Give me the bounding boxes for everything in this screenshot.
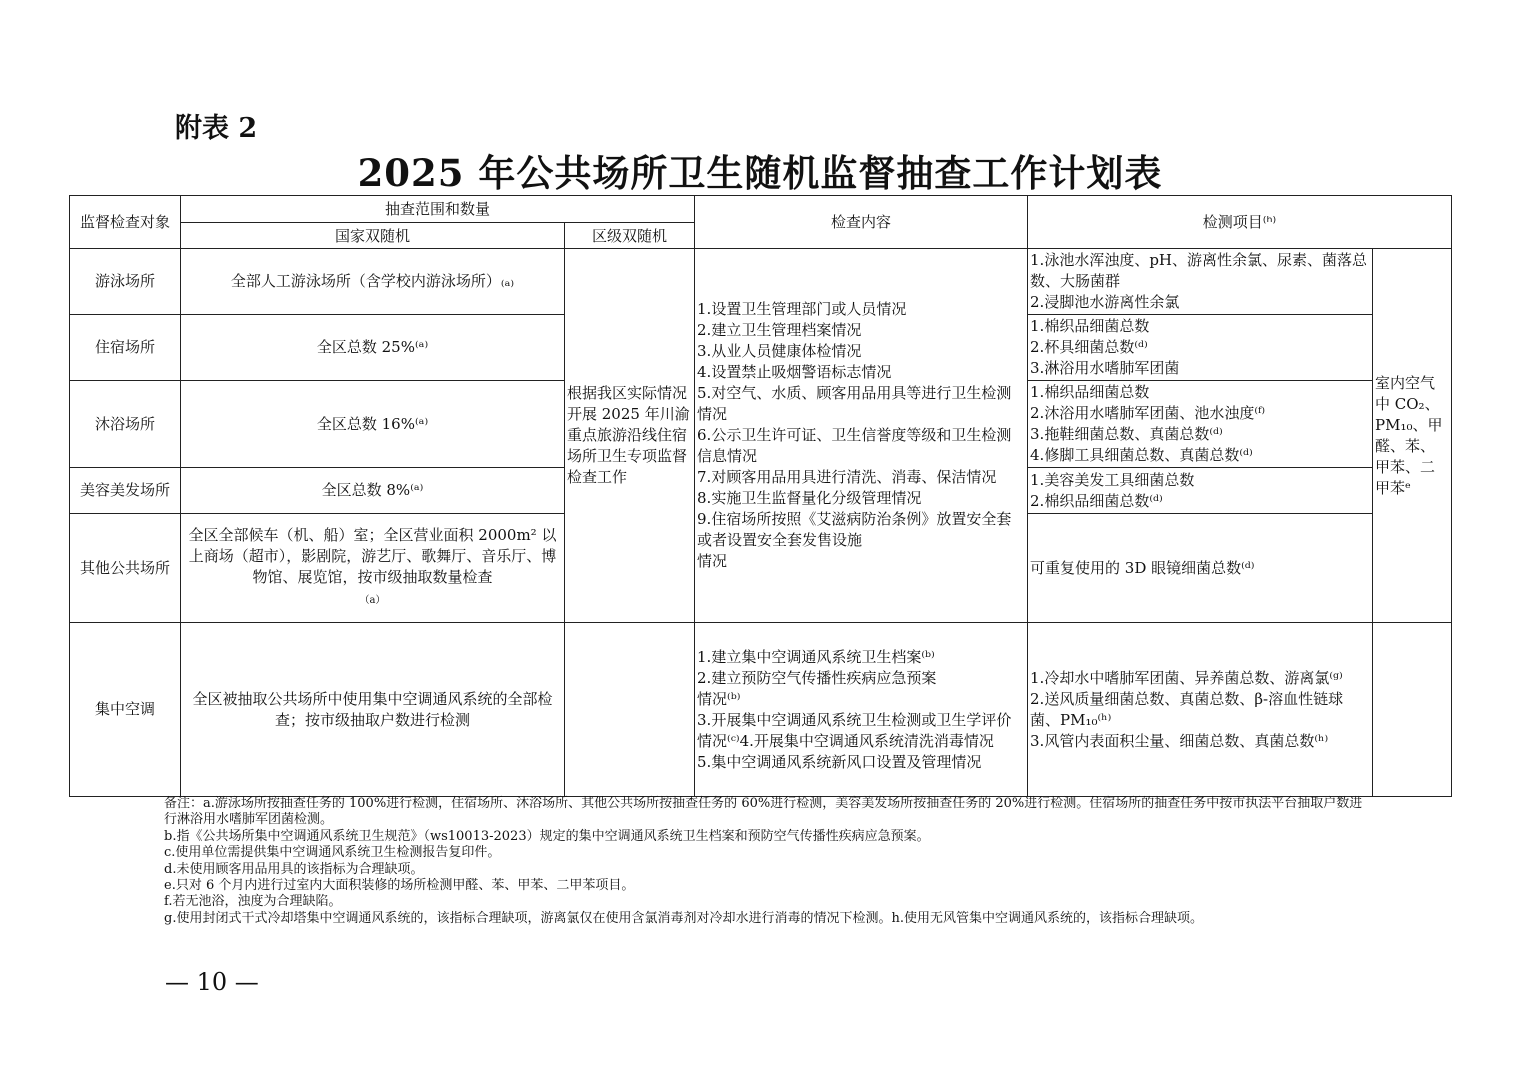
note-line: b.指《公共场所集中空调通风系统卫生规范》（ws10013-2023）规定的集中空调通风系统卫生档案和预防空气传播性疾病应急预案。 xyxy=(164,828,930,844)
testing-line: 2.浸脚池水游离性余氯 xyxy=(1030,293,1180,311)
national-cell xyxy=(181,514,565,623)
testing-cell xyxy=(1028,468,1373,514)
testing-line: 4.修脚工具细菌总数、真菌总数⁽ᵈ⁾ xyxy=(1030,446,1253,464)
header-national: 国家双随机 xyxy=(181,223,565,249)
header-object: 监督检查对象 xyxy=(70,196,181,249)
national-cell: 全区总数 8%⁽ᵃ⁾ xyxy=(181,468,565,514)
content-cell xyxy=(695,249,1028,623)
testing-line: 3.拖鞋细菌总数、真菌总数⁽ᵈ⁾ xyxy=(1030,425,1223,443)
air-testing-cell-empty xyxy=(1373,623,1452,797)
note-line: d.未使用顾客用品用具的该指标为合理缺项。 xyxy=(164,861,424,877)
content-line: 2.建立卫生管理档案情况 xyxy=(697,321,862,339)
object-cell: 沐浴场所 xyxy=(70,381,181,468)
testing-line: 1.棉织品细菌总数 xyxy=(1030,317,1150,335)
national-text: 全区全部候车（机、船）室；全区营业面积 2000m² 以上商场（超市），影剧院，游艺厅、歌舞厅、音乐厅、博物馆、展览馆，按市级抽取数量检查 xyxy=(188,526,557,586)
testing-line: 1.棉织品细菌总数 xyxy=(1030,383,1150,401)
annex-label: 附表 2 xyxy=(175,113,258,144)
header-testing: 检测项目⁽ʰ⁾ xyxy=(1028,196,1452,249)
note-line: 备注：a.游泳场所按抽查任务的 100%进行检测，住宿场所、沐浴场所、其他公共场所按抽查任务的 60%进行检测，美容美发场所按抽查任务的 20%进行检测。住宿场所的抽查任务中按市执法平台抽取户数进行淋浴用水嗜肺军团菌检测。 xyxy=(164,796,1363,828)
testing-line: 3.风管内表面积尘量、细菌总数、真菌总数⁽ʰ⁾ xyxy=(1030,731,1329,750)
content-line: 1.建立集中空调通风系统卫生档案⁽ᵇ⁾ xyxy=(697,647,935,666)
note-line: g.使用封闭式干式冷却塔集中空调通风系统的，该指标合理缺项，游离氯仅在使用含氯消毒剂对冷却水进行消毒的情况下检测。h.使用无风管集中空调通风系统的，该指标合理缺项。 xyxy=(164,910,1203,926)
header-district: 区级双随机 xyxy=(565,223,695,249)
note-line: e.只对 6 个月内进行过室内大面积装修的场所检测甲醛、苯、甲苯、二甲苯项目。 xyxy=(164,878,635,894)
content-line: 3.从业人员健康体检情况 xyxy=(697,342,862,360)
notes xyxy=(164,796,1364,927)
content-line: 5.集中空调通风系统新风口设置及管理情况 xyxy=(697,752,982,771)
content-line: 6.公示卫生许可证、卫生信誉度等级和卫生检测信息情况 xyxy=(697,426,1012,465)
testing-line: 1.冷却水中嗜肺军团菌、异养菌总数、游离氯⁽ᵍ⁾ xyxy=(1030,668,1343,687)
air-testing-cell: 室内空气中 CO₂、PM₁₀、甲醛、苯、甲苯、二甲苯ᵉ xyxy=(1373,249,1452,623)
testing-line: 3.淋浴用水嗜肺军团菌 xyxy=(1030,359,1180,377)
testing-line: 1.泳池水浑浊度、pH、游离性余氯、尿素、菌落总数、大肠菌群 xyxy=(1030,251,1368,290)
district-cell-empty xyxy=(565,623,695,797)
testing-cell xyxy=(1028,315,1373,381)
testing-line: 2.棉织品细菌总数⁽ᵈ⁾ xyxy=(1030,491,1163,510)
testing-cell xyxy=(1028,381,1373,468)
content-cell xyxy=(695,623,1028,797)
page-number: — 10 — xyxy=(165,968,259,996)
content-line: 7.对顾客用品用具进行清洗、消毒、保洁情况 xyxy=(697,468,997,486)
content-line: 8.实施卫生监督量化分级管理情况 xyxy=(697,489,922,507)
note-line: f.若无池浴，浊度为合理缺陷。 xyxy=(164,894,342,910)
content-line: 2.建立预防空气传播性疾病应急预案 xyxy=(697,668,937,687)
content-line: 情况⁽ᵇ⁾ xyxy=(697,689,741,708)
content-line: 9.住宿场所按照《艾滋病防治条例》放置安全套或者设置安全套发售设施 xyxy=(697,510,1012,549)
district-cell: 根据我区实际情况开展 2025 年川渝重点旅游沿线住宿场所卫生专项监督检查工作 xyxy=(565,249,695,623)
note-line: c.使用单位需提供集中空调通风系统卫生检测报告复印件。 xyxy=(164,845,501,861)
national-cell: 全部人工游泳场所（含学校内游泳场所）₍ₐ₎ xyxy=(181,249,565,315)
object-cell: 其他公共场所 xyxy=(70,514,181,623)
object-cell: 住宿场所 xyxy=(70,315,181,381)
content-line: 5.对空气、水质、顾客用品用具等进行卫生检测情况 xyxy=(697,384,1012,423)
content-line: 1.设置卫生管理部门或人员情况 xyxy=(697,300,907,318)
testing-line: 2.沐浴用水嗜肺军团菌、池水浊度⁽ᶠ⁾ xyxy=(1030,404,1266,422)
content-line: 3.开展集中空调通风系统卫生检测或卫生学评价情况⁽ᶜ⁾4.开展集中空调通风系统清洗消毒情况 xyxy=(697,710,1012,750)
content-line: 情况 xyxy=(697,552,728,570)
testing-cell: 可重复使用的 3D 眼镜细菌总数⁽ᵈ⁾ xyxy=(1028,514,1373,623)
testing-line: 2.送风质量细菌总数、真菌总数、β-溶血性链球菌、PM₁₀⁽ʰ⁾ xyxy=(1030,689,1344,729)
object-cell: 集中空调 xyxy=(70,623,181,797)
testing-line: 1.美容美发工具细菌总数 xyxy=(1030,470,1195,489)
content-line: 4.设置禁止吸烟警语标志情况 xyxy=(697,363,892,381)
testing-line: 2.杯具细菌总数⁽ᵈ⁾ xyxy=(1030,338,1148,356)
page-title: 2025 年公共场所卫生随机监督抽查工作计划表 xyxy=(357,151,1163,195)
national-cell: 全区总数 25%⁽ᵃ⁾ xyxy=(181,315,565,381)
national-note: （a） xyxy=(359,595,386,606)
object-cell: 美容美发场所 xyxy=(70,468,181,514)
object-cell: 游泳场所 xyxy=(70,249,181,315)
testing-cell xyxy=(1028,623,1373,797)
plan-table xyxy=(69,195,1452,797)
national-cell: 全区总数 16%⁽ᵃ⁾ xyxy=(181,381,565,468)
testing-cell xyxy=(1028,249,1373,315)
header-scope: 抽查范围和数量 xyxy=(181,196,695,223)
header-content: 检查内容 xyxy=(695,196,1028,249)
national-cell: 全区被抽取公共场所中使用集中空调通风系统的全部检查；按市级抽取户数进行检测 xyxy=(181,623,565,797)
